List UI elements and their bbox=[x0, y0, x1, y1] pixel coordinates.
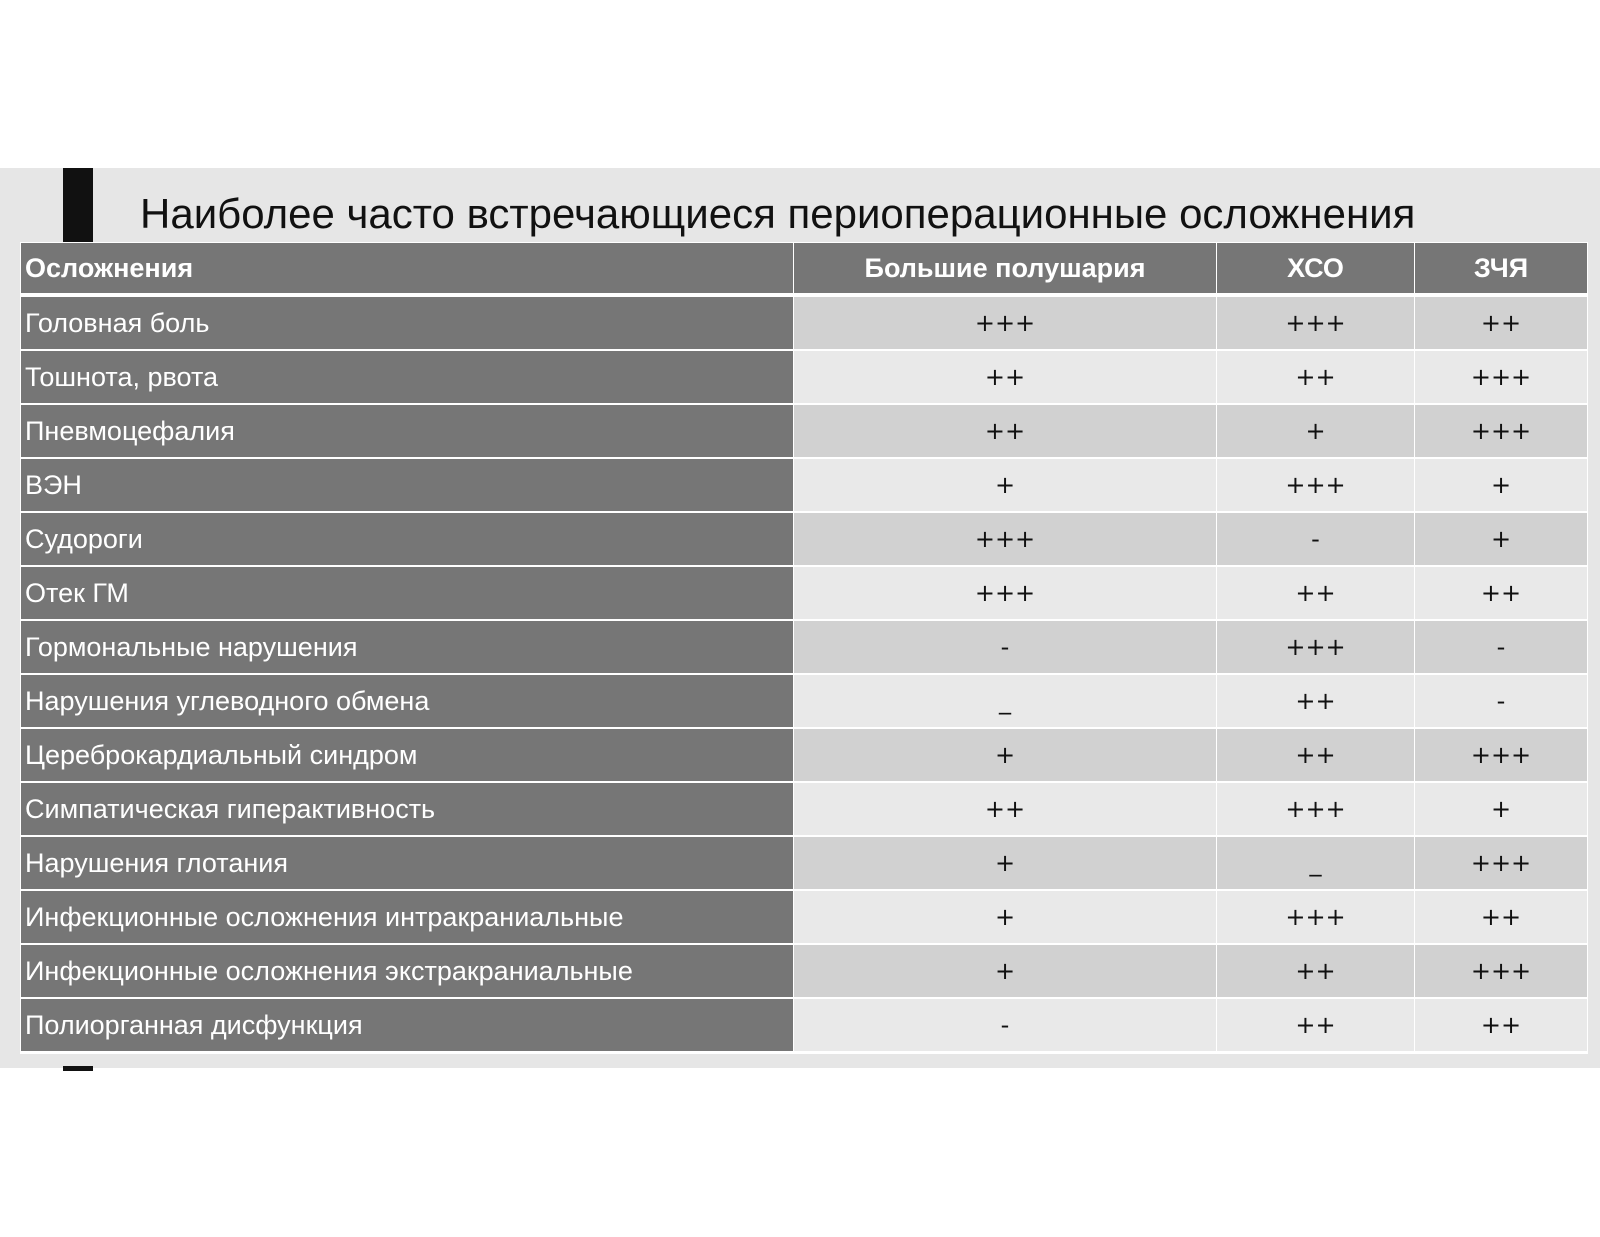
severity-cell: _ bbox=[794, 675, 1216, 729]
severity-cell: _ bbox=[1217, 837, 1414, 891]
severity-cell: +++ bbox=[1415, 729, 1587, 783]
row-label: Тошнота, рвота bbox=[21, 351, 793, 405]
severity-cell: ++ bbox=[1217, 729, 1414, 783]
severity-cell: ++ bbox=[1217, 675, 1414, 729]
row-label: Инфекционные осложнения экстракраниальные bbox=[21, 945, 793, 999]
severity-cell: +++ bbox=[794, 567, 1216, 621]
severity-cell: + bbox=[794, 729, 1216, 783]
severity-cell: + bbox=[1415, 513, 1587, 567]
severity-cell: ++ bbox=[1217, 351, 1414, 405]
severity-cell: + bbox=[1415, 783, 1587, 837]
complications-table bbox=[20, 242, 1588, 1054]
column-header-complications: Осложнения bbox=[21, 243, 793, 297]
row-label: Цереброкардиальный синдром bbox=[21, 729, 793, 783]
severity-cell: + bbox=[1415, 459, 1587, 513]
severity-cell: ++ bbox=[1217, 567, 1414, 621]
row-label: Головная боль bbox=[21, 297, 793, 351]
column-header-posterior-fossa: ЗЧЯ bbox=[1415, 243, 1587, 297]
row-label: Нарушения глотания bbox=[21, 837, 793, 891]
severity-cell: - bbox=[794, 999, 1216, 1053]
severity-cell: ++ bbox=[1217, 999, 1414, 1053]
severity-cell: ++ bbox=[794, 351, 1216, 405]
severity-cell: +++ bbox=[1217, 783, 1414, 837]
row-label: Нарушения углеводного обмена bbox=[21, 675, 793, 729]
severity-cell: +++ bbox=[1415, 351, 1587, 405]
severity-cell: +++ bbox=[794, 513, 1216, 567]
severity-cell: ++ bbox=[1415, 891, 1587, 945]
severity-cell: + bbox=[794, 945, 1216, 999]
footer-accent-bar bbox=[63, 1066, 93, 1071]
row-label: Пневмоцефалия bbox=[21, 405, 793, 459]
severity-cell: ++ bbox=[1415, 297, 1587, 351]
row-label: Симпатическая гиперактивность bbox=[21, 783, 793, 837]
severity-cell: + bbox=[1217, 405, 1414, 459]
column-header-hso: ХСО bbox=[1217, 243, 1414, 297]
severity-cell: - bbox=[1415, 675, 1587, 729]
row-label: Инфекционные осложнения интракраниальные bbox=[21, 891, 793, 945]
severity-cell: ++ bbox=[1217, 945, 1414, 999]
row-label: Судороги bbox=[21, 513, 793, 567]
row-label: ВЭН bbox=[21, 459, 793, 513]
row-label: Гормональные нарушения bbox=[21, 621, 793, 675]
severity-cell: ++ bbox=[794, 405, 1216, 459]
severity-cell: +++ bbox=[1217, 459, 1414, 513]
severity-cell: + bbox=[794, 891, 1216, 945]
severity-cell: + bbox=[794, 837, 1216, 891]
severity-cell: +++ bbox=[1217, 891, 1414, 945]
severity-cell: ++ bbox=[1415, 567, 1587, 621]
severity-cell: ++ bbox=[794, 783, 1216, 837]
row-label: Полиорганная дисфункция bbox=[21, 999, 793, 1053]
severity-cell: +++ bbox=[1415, 837, 1587, 891]
row-label: Отек ГМ bbox=[21, 567, 793, 621]
title-accent-bar bbox=[63, 168, 93, 242]
severity-cell: +++ bbox=[1217, 297, 1414, 351]
severity-cell: - bbox=[1415, 621, 1587, 675]
severity-cell: - bbox=[1217, 513, 1414, 567]
slide-title: Наиболее часто встречающиеся периоперационные осложнения bbox=[140, 190, 1416, 237]
severity-cell: +++ bbox=[1415, 405, 1587, 459]
severity-cell: +++ bbox=[794, 297, 1216, 351]
severity-cell: +++ bbox=[1217, 621, 1414, 675]
column-header-hemispheres: Большие полушария bbox=[794, 243, 1216, 297]
severity-cell: - bbox=[794, 621, 1216, 675]
severity-cell: +++ bbox=[1415, 945, 1587, 999]
severity-cell: ++ bbox=[1415, 999, 1587, 1053]
severity-cell: + bbox=[794, 459, 1216, 513]
